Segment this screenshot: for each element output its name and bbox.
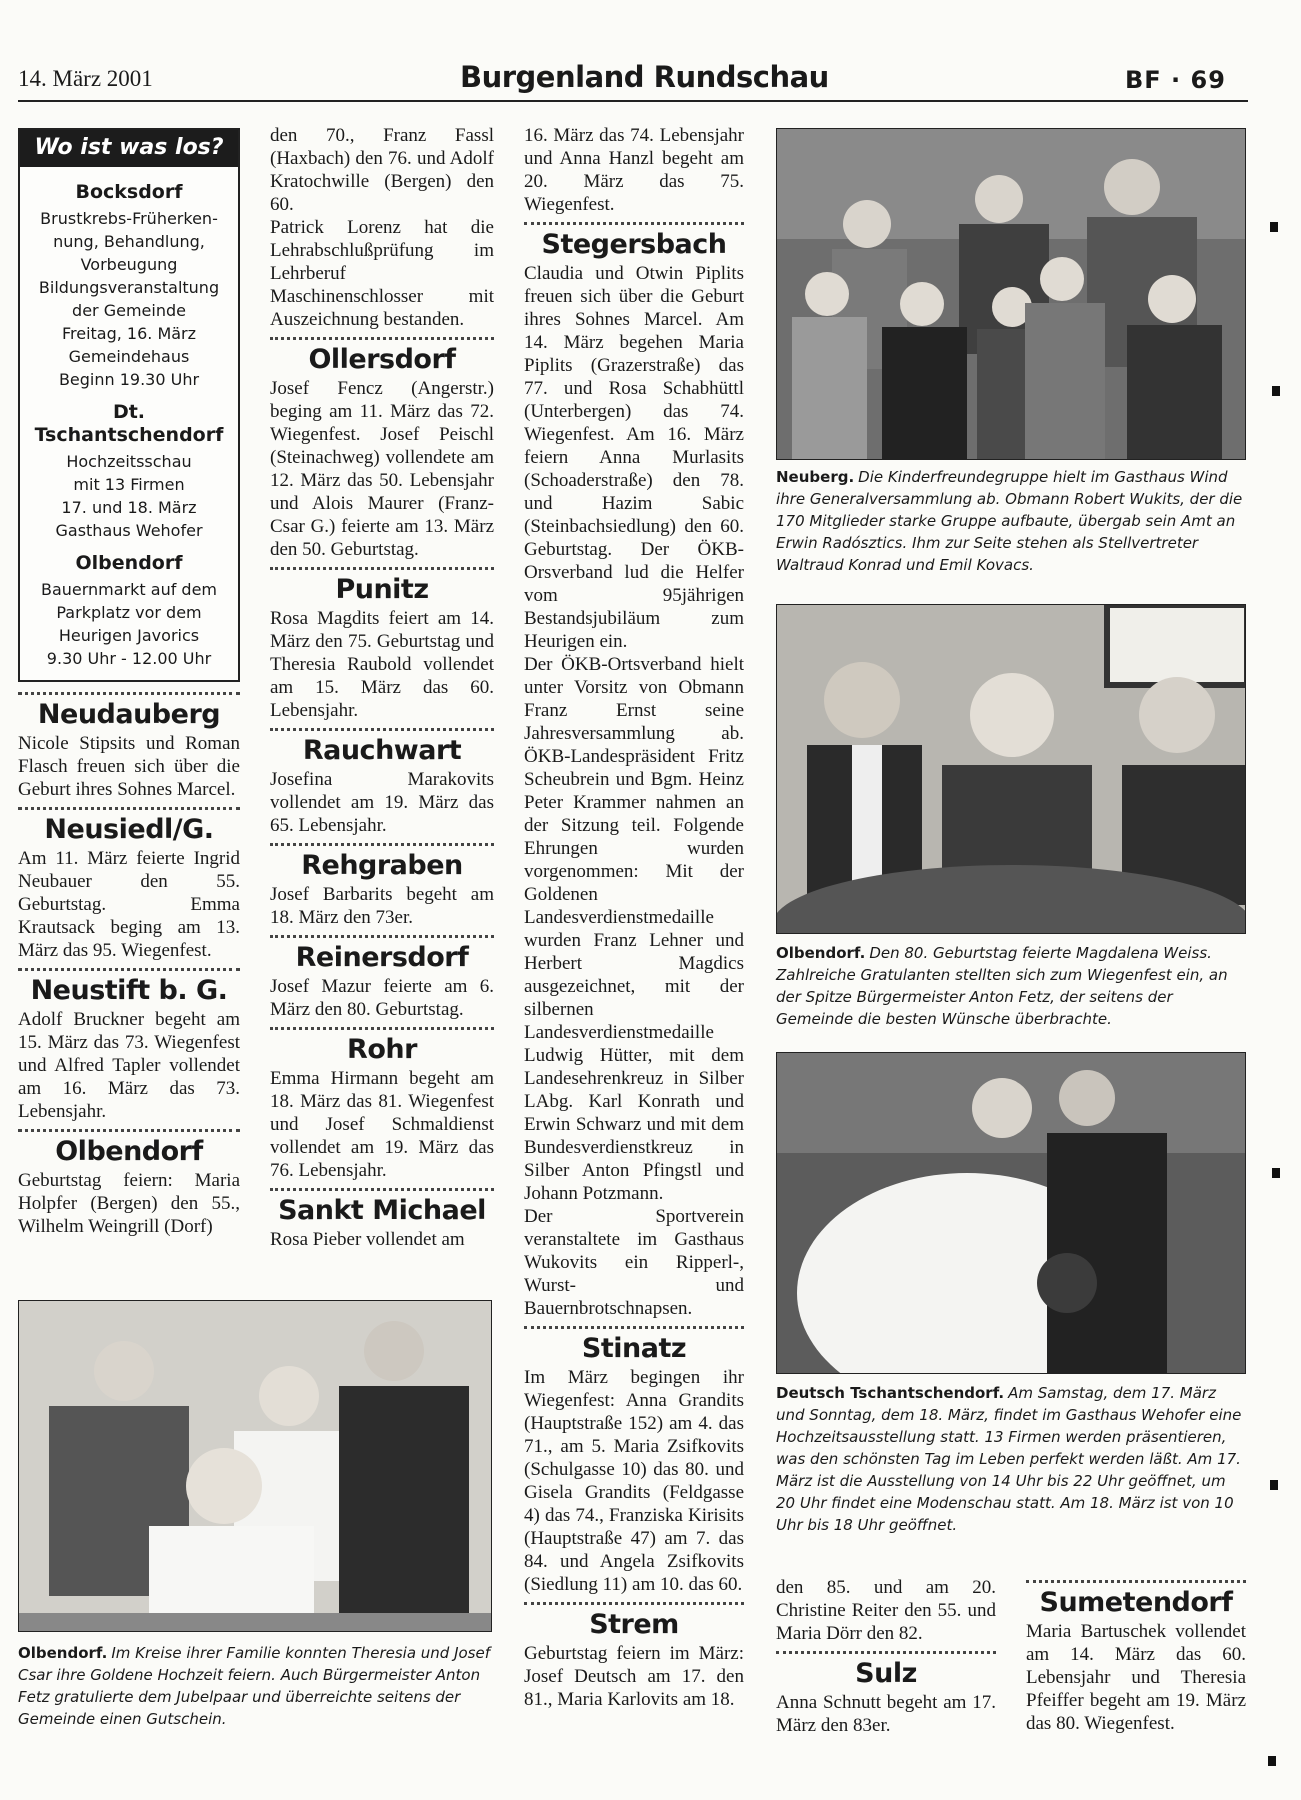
- place-heading: Strem: [589, 1609, 679, 1640]
- place-heading: Neudauberg: [37, 699, 221, 730]
- photo-olbendorf-golden-wedding: [18, 1300, 492, 1632]
- article-text: Emma Hirmann begeht am 18. März das 81. Wiegenfest und Josef Schmaldienst vollendet am 19. März das 76. Lebensjahr.: [270, 1068, 494, 1181]
- article-text: Der ÖKB-Ortsverband hielt unter Vorsitz von Obmann Franz Ernst seine Jahresversammlung ab. ÖKB-Landespräsident Fritz Scheubrein und Bgm. Heinz Peter Krammer nahmen an der Sitzung teil. Folgende Ehrungen wurden vorgenommen: Mit der Goldenen Landesverdienstmedaille wurden Franz Lehner und Herbert Magdics ausgezeichnet, mit der silbernen Landesverdienstmedaille Ludwig Hütter, mit dem Landesehrenkreuz in Silber LAbg. Karl Konrath und Erwin Schwarz und mit dem Bundesverdienstkreuz in Silber Anton Pfingstl und Johann Potzmann.: [524, 654, 744, 1204]
- article-text: Geburtstag feiern: Maria Holpfer (Bergen) den 55., Wilhelm Weingrill (Dorf): [18, 1170, 240, 1237]
- events-place: Olbendorf: [75, 552, 183, 574]
- caption-text: Im Kreise ihrer Familie konnten Theresia und Josef Csar ihre Goldene Hochzeit feiern. Auch Bürgermeister Anton Fetz gratulierte dem Jubelpaar und überreichte seitens der Gemeinde einen Gutschein.: [18, 1644, 491, 1728]
- article-text: Geburtstag feiern im März: Josef Deutsch am 17. den 81., Maria Karlovits am 18.: [524, 1643, 744, 1710]
- issue-date: 14. März 2001: [18, 66, 153, 91]
- article-text: Rosa Pieber vollendet am: [270, 1229, 465, 1250]
- caption-text: Am Samstag, dem 17. März und Sonntag, dem 18. März, findet im Gasthaus Wehofer eine Hochzeitsausstellung statt. 13 Firmen werden präsentieren, was den schönsten Tag im Leben perfekt werden läßt. Am 17. März ist die Ausstellung von 14 Uhr bis 22 Uhr geöffnet, um 20 Uhr findet eine Modenschau statt. Am 18. März ist von 10 Uhr bis 18 Uhr geöffnet.: [776, 1384, 1242, 1534]
- article-text: Nicole Stipsits und Roman Flasch freuen sich über die Geburt ihres Sohnes Marcel.: [18, 733, 240, 800]
- dotted-separator: [270, 337, 494, 340]
- edge-mark: [1268, 1756, 1276, 1766]
- page-label: BF · 69: [1125, 66, 1226, 94]
- events-line: Beginn 19.30 Uhr: [58, 370, 200, 389]
- dotted-separator: [524, 1602, 744, 1605]
- place-heading: Ollersdorf: [308, 344, 456, 375]
- dotted-separator: [270, 1027, 494, 1030]
- events-line: Bildungsveranstaltung: [38, 278, 220, 297]
- caption-tschantschendorf: [776, 1382, 1246, 1536]
- caption-place: Deutsch Tschantschendorf.: [776, 1384, 1005, 1402]
- photo-golden-wedding-illustration: [19, 1301, 492, 1632]
- events-place: Dt. Tschantschendorf: [34, 401, 224, 446]
- photo-wedding-couple: [776, 1052, 1246, 1374]
- column-5-bottom: [1026, 1576, 1246, 1735]
- place-heading: Sankt Michael: [278, 1195, 486, 1226]
- dotted-separator: [18, 1129, 240, 1132]
- place-heading: Stinatz: [581, 1333, 687, 1364]
- dotted-separator: [270, 1188, 494, 1191]
- events-line: Hochzeitsschau: [66, 452, 192, 471]
- place-heading: Rehgraben: [301, 850, 463, 881]
- events-line: der Gemeinde: [72, 301, 186, 320]
- dotted-separator: [270, 843, 494, 846]
- edge-mark: [1272, 386, 1280, 396]
- events-line: mit 13 Firmen: [73, 475, 185, 494]
- place-heading: Sulz: [855, 1658, 917, 1689]
- edge-mark: [1270, 1480, 1278, 1490]
- header-rule: [18, 100, 1248, 102]
- article-text: Josef Mazur feierte am 6. März den 80. Geburtstag.: [270, 976, 494, 1020]
- photo-wedding-illustration: [777, 1053, 1246, 1374]
- column-4-bottom: [776, 1576, 996, 1737]
- events-box: [18, 128, 240, 682]
- dotted-separator: [270, 935, 494, 938]
- article-text: Adolf Bruckner begeht am 15. März das 73. Wiegenfest und Alfred Tapler vollendet am 16. März das 73. Lebensjahr.: [18, 1009, 240, 1122]
- article-text: Maria Bartuschek vollendet am 14. März das 60. Lebensjahr und Theresia Pfeiffer begeht am 19. März das 80. Wiegenfest.: [1026, 1621, 1246, 1734]
- newspaper-title: Burgenland Rundschau: [460, 60, 829, 94]
- dotted-separator: [524, 1326, 744, 1329]
- article-text: den 70., Franz Fassl (Haxbach) den 76. und Adolf Kratochwille (Bergen) den 60.: [270, 125, 494, 215]
- caption-place: Olbendorf.: [776, 944, 866, 962]
- article-text: Rosa Magdits feiert am 14. März den 75. Geburtstag und Theresia Raubold vollendet am 15. März das 60. Lebensjahr.: [270, 608, 494, 721]
- events-line: Freitag, 16. März: [61, 324, 197, 343]
- place-heading: Neusiedl/G.: [44, 814, 214, 845]
- place-heading: Sumetendorf: [1039, 1587, 1233, 1618]
- photo-neuberg-illustration: [777, 129, 1246, 460]
- caption-place: Neuberg.: [776, 468, 855, 486]
- place-heading: Reinersdorf: [295, 942, 469, 973]
- events-line: Parkplatz vor dem: [56, 603, 202, 622]
- events-line: 17. und 18. März: [61, 498, 197, 517]
- events-place: Bocksdorf: [75, 181, 183, 203]
- dotted-separator: [270, 567, 494, 570]
- dotted-separator: [270, 728, 494, 731]
- caption-neuberg: [776, 466, 1246, 576]
- dotted-separator: [18, 807, 240, 810]
- events-line: Vorbeugung: [80, 255, 178, 274]
- article-text: Patrick Lorenz hat die Lehrabschlußprüfung im Lehrberuf Maschinenschlosser mit Auszeichnung bestanden.: [270, 217, 494, 330]
- dotted-separator: [524, 222, 744, 225]
- photo-olbendorf-birthday: [776, 604, 1246, 934]
- article-text: Josef Barbarits begeht am 18. März den 73er.: [270, 884, 494, 928]
- dotted-separator: [776, 1651, 996, 1654]
- article-text: Am 11. März feierte Ingrid Neubauer den 55. Geburtstag. Emma Krautsack beging am 13. März das 95. Wiegenfest.: [18, 848, 240, 961]
- caption-olbendorf-80: [776, 942, 1246, 1030]
- article-text: Im März begingen ihr Wiegenfest: Anna Grandits (Hauptstraße 152) am 4. das 71., am 5. Maria Zsifkovits (Schulgasse 10) das 80. und Gisela Grandits (Feldgasse 4) das 74., Franziska Kirisits (Hauptstraße 47) am 7. das 84. und Angela Zsifkovits (Siedlung 11) am 10. das 60.: [524, 1367, 744, 1595]
- article-text: den 85. und am 20. Christine Reiter den 55. und Maria Dörr den 82.: [776, 1577, 996, 1644]
- dotted-separator: [18, 968, 240, 971]
- events-box-title: Wo ist was los?: [20, 130, 238, 167]
- edge-mark: [1272, 1168, 1280, 1178]
- column-3: [524, 124, 744, 1711]
- events-line: Brustkrebs-Früherken-: [40, 209, 218, 228]
- dotted-separator: [18, 692, 240, 695]
- article-text: Claudia und Otwin Piplits freuen sich über die Geburt ihres Sohnes Marcel. Am 14. März begehen Maria Piplits (Grazerstraße) das 77. und Rosa Schabhüttl (Unterbergen) das 74. Wiegenfest. Am 16. März feiern Anna Murlasits (Schoaderstraße) den 78. und Hazim Sabic (Steinbachsiedlung) den 60. Geburtstag. Der ÖKB-Orsverband lud die Helfer vom 95jährigen Bestandsjubiläum zum Heurigen ein.: [524, 263, 744, 652]
- caption-text: Den 80. Geburtstag feierte Magdalena Weiss. Zahlreiche Gratulanten stellten sich zum Wiegenfest ein, an der Spitze Bürgermeister Anton Fetz, der seitens der Gemeinde die besten Wünsche überbrachte.: [776, 944, 1228, 1028]
- article-text: Der Sportverein veranstaltete im Gasthaus Wukovits ein Ripperl-, Wurst- und Bauernbrotschnapsen.: [524, 1206, 744, 1319]
- place-heading: Punitz: [335, 574, 429, 605]
- events-line: Gasthaus Wehofer: [55, 521, 203, 540]
- column-2: [270, 124, 494, 1251]
- events-line: nung, Behandlung,: [53, 232, 205, 251]
- caption-olbendorf-golden: [18, 1642, 492, 1730]
- place-heading: Neustift b. G.: [30, 975, 228, 1006]
- place-heading: Rohr: [347, 1034, 417, 1065]
- events-line: Gemeindehaus: [68, 347, 190, 366]
- photo-neuberg-group: [776, 128, 1246, 460]
- photo-olbendorf-birthday-illustration: [777, 605, 1246, 934]
- article-text: Josef Fencz (Angerstr.) beging am 11. März das 72. Wiegenfest. Josef Peischl (Steinachweg) vollendete am 12. März das 50. Lebensjahr und Alois Maurer (Franz-Csar G.) feierte am 13. März den 50. Geburtstag.: [270, 378, 494, 560]
- events-line: 9.30 Uhr - 12.00 Uhr: [46, 649, 212, 668]
- place-heading: Olbendorf: [55, 1136, 203, 1167]
- article-text: Josefina Marakovits vollendet am 19. März das 65. Lebensjahr.: [270, 769, 494, 836]
- article-text: Anna Schnutt begeht am 17. März den 83er.: [776, 1692, 996, 1736]
- article-text: 16. März das 74. Lebensjahr und Anna Hanzl begeht am 20. März das 75. Wiegenfest.: [524, 125, 744, 215]
- edge-mark: [1270, 222, 1278, 232]
- column-1: [18, 128, 240, 1238]
- caption-place: Olbendorf.: [18, 1644, 108, 1662]
- caption-text: Die Kinderfreundegruppe hielt im Gasthaus Wind ihre Generalversammlung ab. Obmann Robert Wukits, der die 170 Mitglieder starke Gruppe aufbaute, übergab sein Amt an Erwin Radósztics. Ihm zur Seite stehen als Stellvertreter Waltraud Konrad und Emil Kovacs.: [776, 468, 1243, 574]
- place-heading: Rauchwart: [302, 735, 462, 766]
- place-heading: Stegersbach: [541, 229, 727, 260]
- events-line: Bauernmarkt auf dem: [40, 580, 218, 599]
- dotted-separator: [1026, 1580, 1246, 1583]
- events-line: Heurigen Javorics: [58, 626, 200, 645]
